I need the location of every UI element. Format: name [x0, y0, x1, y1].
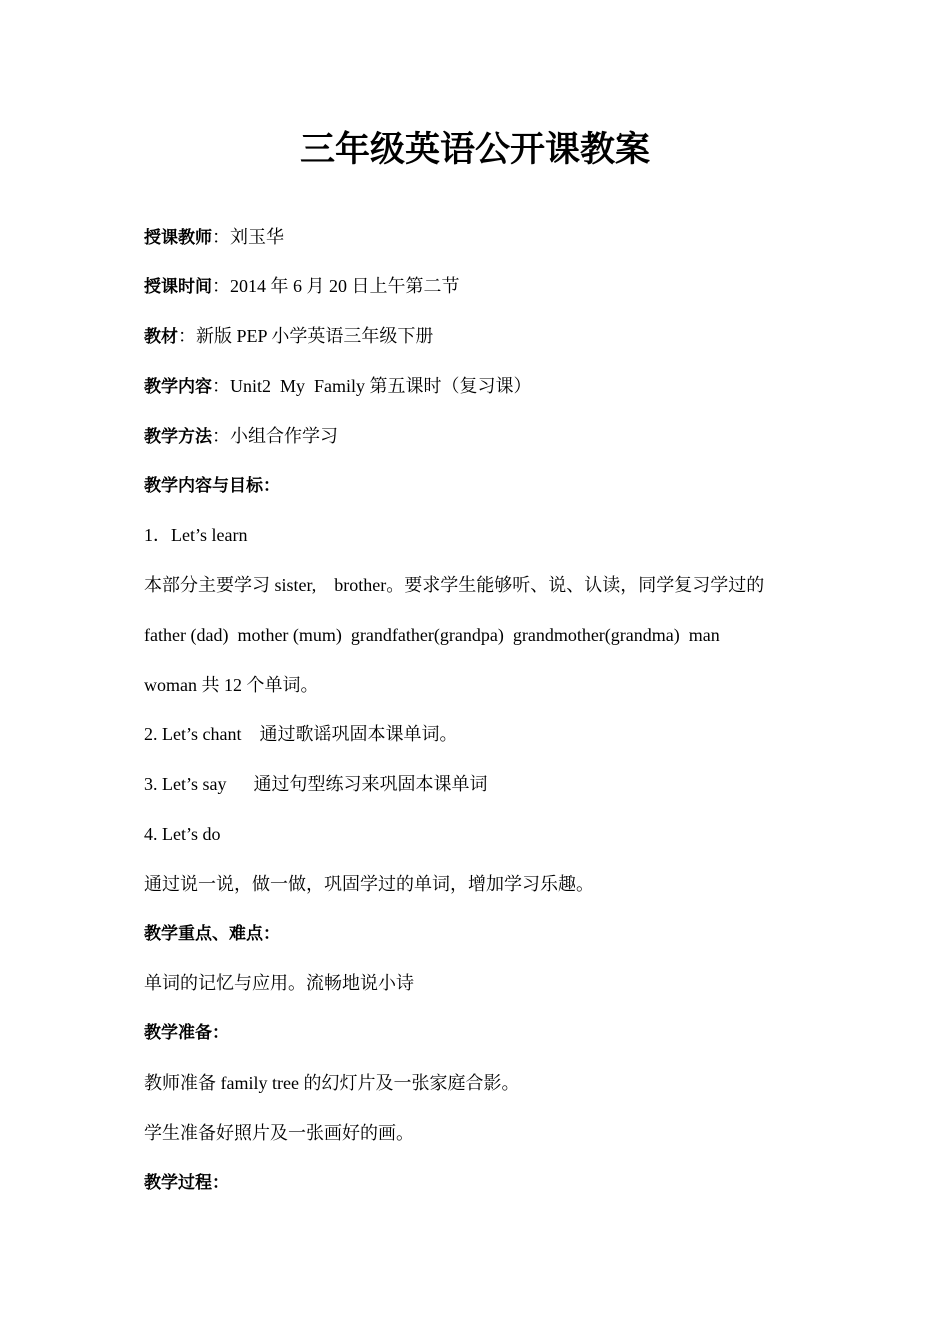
time-line: [144, 273, 824, 300]
objectives-heading: 教学内容与目标：: [144, 476, 280, 496]
method-value: ：小组合作学习: [212, 426, 338, 446]
objective-item-4-title: 4. Let’s do: [144, 824, 221, 844]
objective-item-1-line-2: father (dad) mother (mum) grandfather(grandpa) grandmother(grandma) man: [144, 625, 720, 645]
document-title: 三年级英语公开课教案: [299, 130, 650, 170]
teacher-label: 授课教师: [144, 228, 212, 248]
objective-item-2: 2. Let’s chant 通过歌谣巩固本课单词。: [144, 724, 458, 744]
teacher-value: ：刘玉华: [212, 227, 284, 247]
objective-item-1-title: 1．Let’s learn: [144, 525, 248, 545]
content-value: ：Unit2 My Family 第五课时（复习课）: [212, 376, 532, 396]
teacher-line: [144, 224, 824, 251]
objective-item-3: 3. Let’s say 通过句型练习来巩固本课单词: [144, 774, 488, 794]
time-label: 授课时间: [144, 277, 212, 297]
preparation-line-1: 教师准备 family tree 的幻灯片及一张家庭合影。: [144, 1073, 520, 1093]
objective-item-4-desc: 通过说一说，做一做，巩固学过的单词，增加学习乐趣。: [144, 874, 594, 894]
objective-item-1-line-1: 本部分主要学习 sister, brother。要求学生能够听、说、认读，同学复习学过的: [144, 575, 765, 595]
content-line: [144, 373, 824, 400]
key-points-text: 单词的记忆与应用。流畅地说小诗: [144, 973, 414, 993]
process-heading: 教学过程：: [144, 1173, 229, 1193]
objective-item-1-line-3: woman 共 12 个单词。: [144, 675, 319, 695]
key-points-heading: 教学重点、难点：: [144, 924, 280, 944]
method-line: [144, 423, 824, 450]
textbook-label: 教材: [144, 327, 178, 347]
content-label: 教学内容: [144, 377, 212, 397]
method-label: 教学方法: [144, 427, 212, 447]
textbook-line: [144, 323, 824, 350]
time-value: ：2014 年 6 月 20 日上午第二节: [212, 276, 460, 296]
preparation-line-2: 学生准备好照片及一张画好的画。: [144, 1123, 414, 1143]
preparation-heading: 教学准备：: [144, 1023, 229, 1043]
textbook-value: ：新版 PEP 小学英语三年级下册: [178, 326, 434, 346]
